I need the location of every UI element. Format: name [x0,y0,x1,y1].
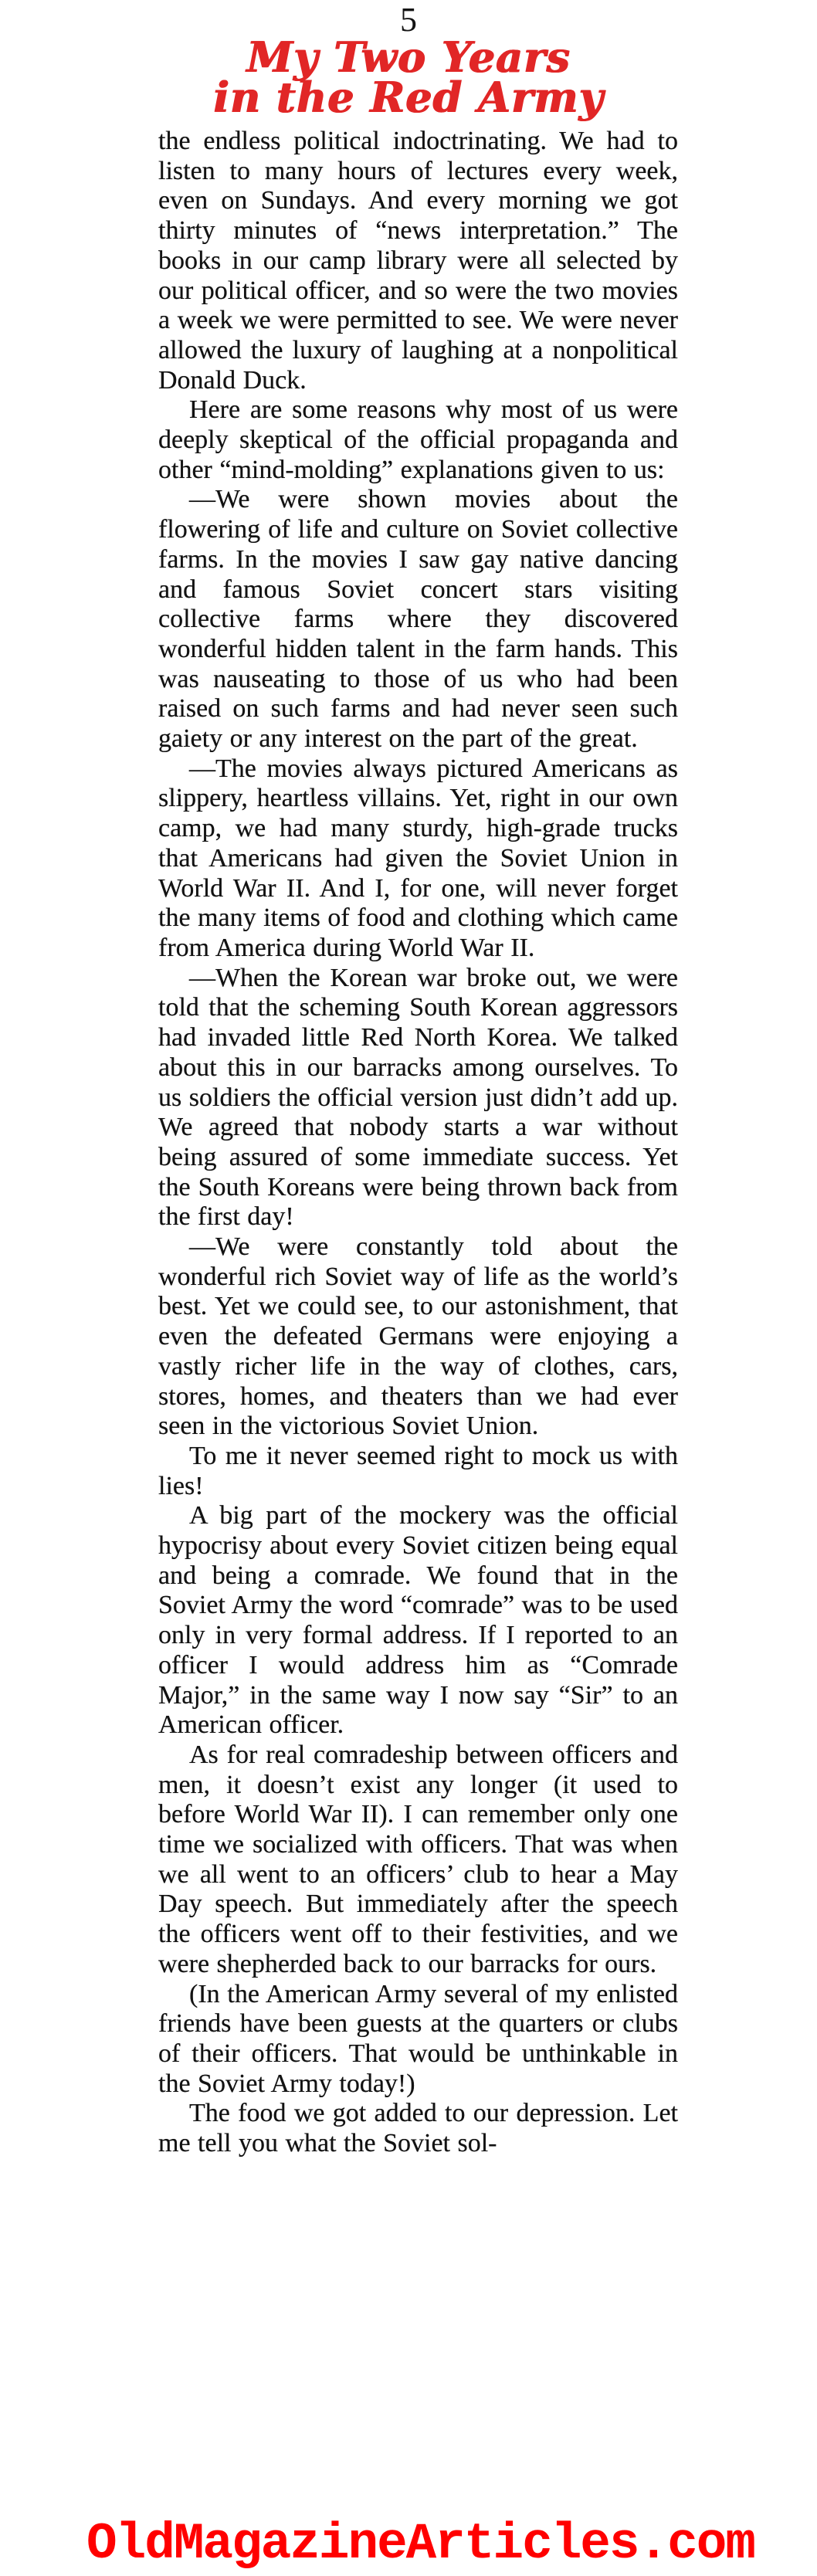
article-paragraph: To me it never seemed right to mock us with lies! [158,1441,678,1500]
article-paragraph: (In the American Army several of my enlisted friends have been guests at the quarters or clubs of their officers. That would be unthinkable in the Soviet Army today!) [158,1979,678,2098]
article-paragraph: the endless political indoctrinating. We had to listen to many hours of lectures every week, even on Sundays. And every morning we got thirty minutes of “news interpretation.” The books in our camp library were all selected by our political officer, and so were the two movies a week we were permitted to see. We were never allowed the luxury of laughing at a nonpolitical Donald Duck. [158,127,678,395]
article-paragraph: Here are some reasons why most of us were deeply skeptical of the official propaganda and other “mind-molding” explanations given to us: [158,395,678,484]
site-watermark: OldMagazineArticles.com [86,2515,754,2573]
article-title-line1: My Two Years [246,32,571,82]
page-number: 5 [400,1,417,39]
article-paragraph: —When the Korean war broke out, we were told that the scheming South Korean aggressors had invaded little Red North Korea. We talked about this in our barracks among ourselves. To us soldiers the official version just didn’t add up. We agreed that nobody starts a war without being assured of some immediate success. Yet the South Koreans were being thrown back from the first day! [158,963,678,1232]
article-paragraph: —We were constantly told about the wonderful rich Soviet way of life as the world’s best. Yet we could see, to our astonishment, that even the defeated Germans were enjoying a vastly richer life in the way of clothes, cars, stores, homes, and theaters than we had ever seen in the victorious Soviet Union. [158,1232,678,1441]
article-title [0,32,817,122]
article-body [158,127,678,2159]
article-paragraph: A big part of the mockery was the official hypocrisy about every Soviet citizen being equal and being a comrade. We found that in the Soviet Army the word “comrade” was to be used only in very formal address. If I reported to an officer I would address him as “Comrade Major,” in the same way I now say “Sir” to an American officer. [158,1501,678,1740]
article-paragraph: The food we got added to our depression. Let me tell you what the Soviet sol- [158,2099,678,2158]
article-paragraph: —The movies always pictured Americans as slippery, heartless villains. Yet, right in our own camp, we had many sturdy, high-grade trucks that Americans had given the Soviet Union in World War II. And I, for one, will never forget the many items of food and clothing which came from America during World War II. [158,754,678,962]
article-paragraph: —We were shown movies about the flowering of life and culture on Soviet collective farms. In the movies I saw gay native dancing and famous Soviet concert stars visiting collective farms where they discovered wonderful hidden talent in the farm hands. This was nauseating to those of us who had been raised on such farms and had never seen such gaiety or any interest on the part of the great. [158,485,678,754]
article-title-line2: in the Red Army [213,73,604,122]
article-paragraph: As for real comradeship between officers and men, it doesn’t exist any longer (it used to before World War II). I can remember only one time we socialized with officers. That was when we all went to an officers’ club to hear a May Day speech. But immediately after the speech the officers went off to their festivities, and we were shepherded back to our barracks for ours. [158,1740,678,1978]
